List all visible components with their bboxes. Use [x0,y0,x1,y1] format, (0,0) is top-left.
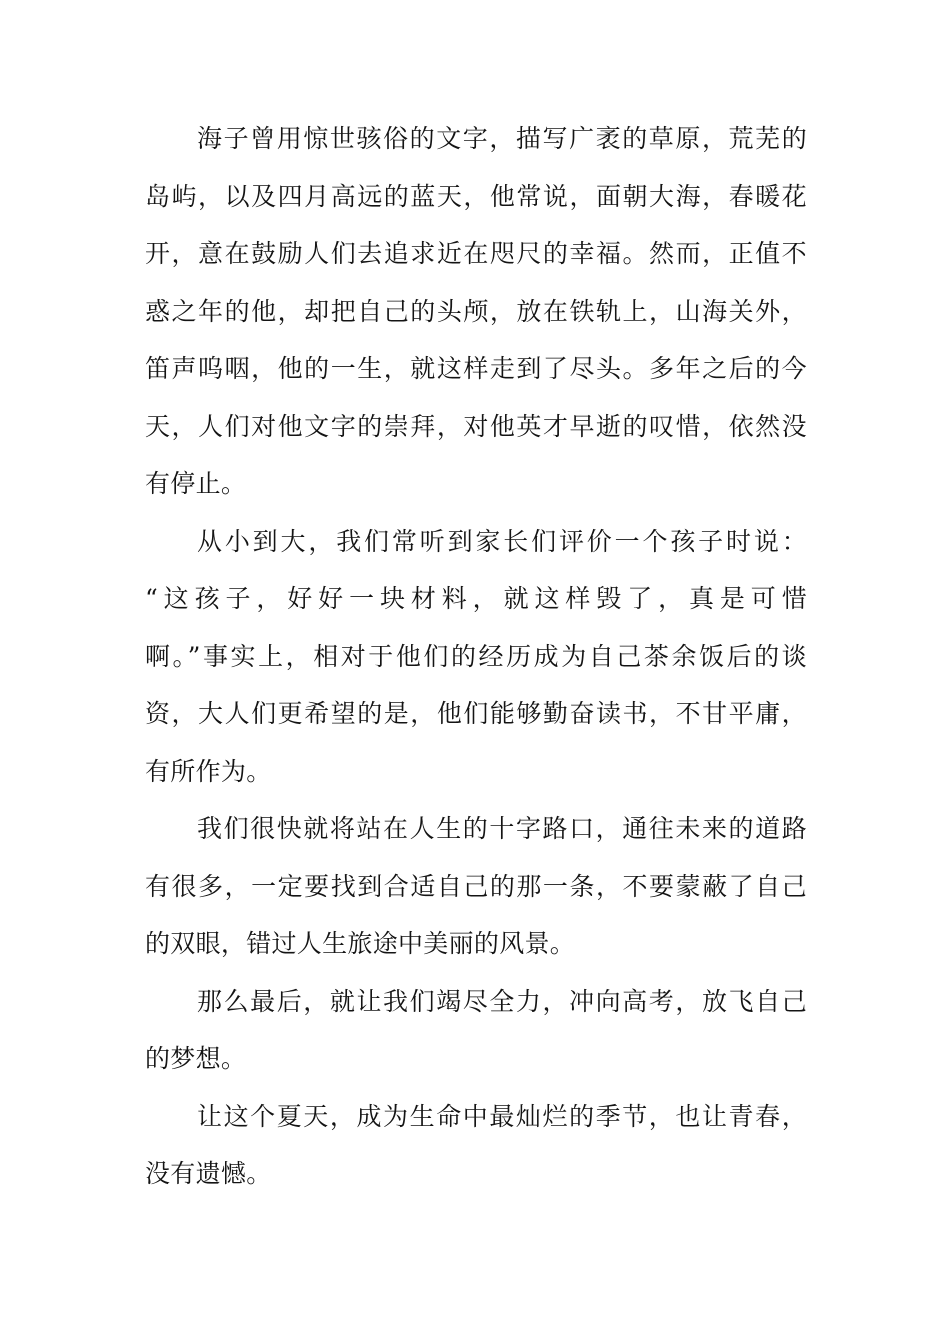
text-line: 从小到大，我们常听到家长们评价一个孩子时说： [197,526,807,556]
paragraph-5 [145,1088,807,1203]
paragraph-2 [145,513,807,801]
text-line: 有所作为。 [145,756,272,786]
text-line: 开，意在鼓励人们去追求近在咫尺的幸福。然而，正值不 [145,239,807,268]
text-line: 笛声呜咽，他的一生，就这样走到了尽头。多年之后的今 [145,354,807,383]
text-line: 啊。”事实上，相对于他们的经历成为自己茶余饭后的谈 [145,641,807,671]
text-line: 海子曾用惊世骇俗的文字，描写广袤的草原，荒芜的 [197,124,807,153]
text-line: 的梦想。 [145,1044,247,1073]
text-line: 让这个夏天，成为生命中最灿烂的季节，也让青春， [197,1101,807,1131]
text-line: 有停止。 [145,469,247,498]
text-line: 有很多，一定要找到合适自己的那一条，不要蒙蔽了自己 [145,871,807,901]
paragraph-4 [145,973,807,1088]
text-line: 天，人们对他文字的崇拜，对他英才早逝的叹惜，依然没 [145,411,807,441]
text-line: “这孩子，好好一块材料，就这样毁了，真是可惜 [145,584,807,613]
text-line: 那么最后，就让我们竭尽全力，冲向高考，放飞自己 [197,986,807,1016]
paragraph-1 [145,110,807,513]
document-body [145,110,807,1203]
text-line: 的双眼，错过人生旅途中美丽的风景。 [145,929,576,958]
text-line: 岛屿，以及四月高远的蓝天，他常说，面朝大海，春暖花 [145,181,807,211]
text-line: 没有遗憾。 [145,1159,272,1188]
text-line: 惑之年的他，却把自己的头颅，放在铁轨上，山海关外， [145,296,807,326]
text-line: 我们很快就将站在人生的十字路口，通往未来的道路 [197,814,807,843]
text-line: 资，大人们更希望的是，他们能够勤奋读书，不甘平庸， [145,699,807,728]
paragraph-3 [145,800,807,973]
